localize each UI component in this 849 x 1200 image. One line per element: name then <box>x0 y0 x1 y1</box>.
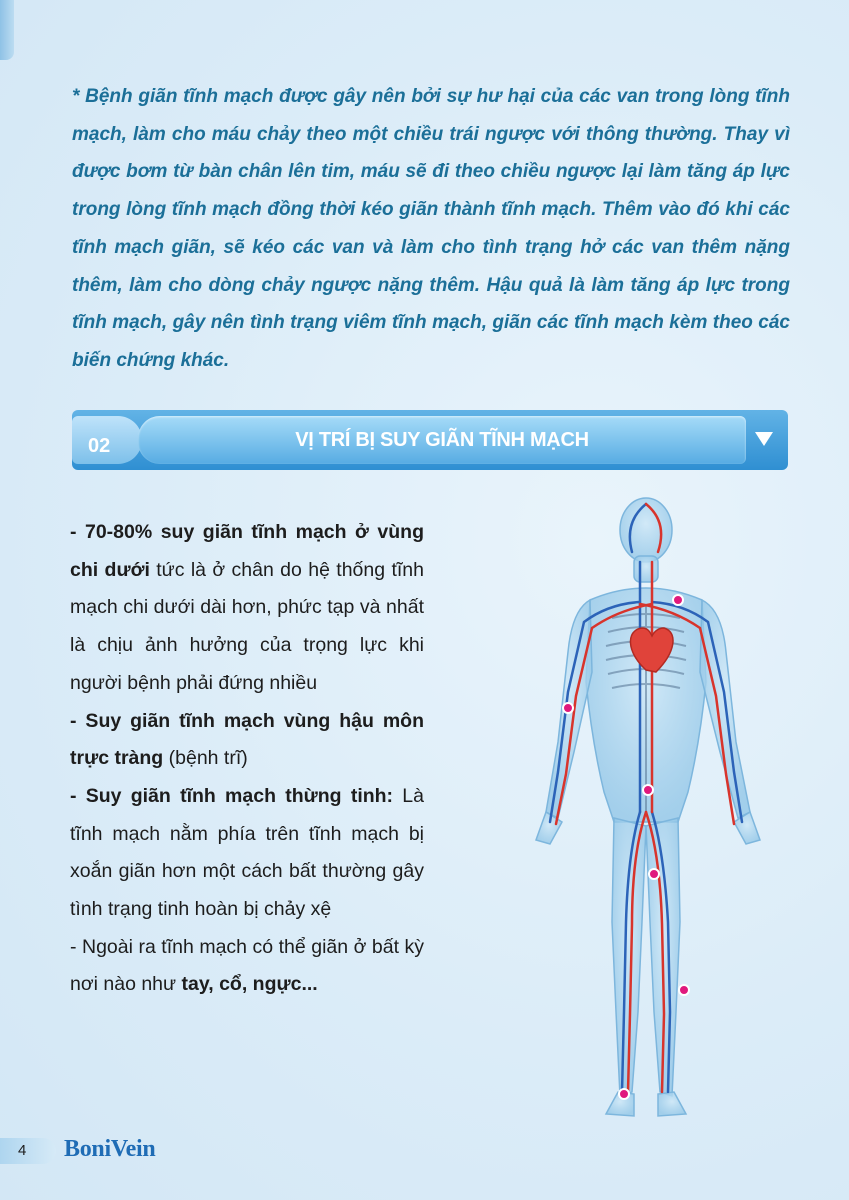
list-item <box>70 929 424 1004</box>
list-item-text: tức là ở chân do hệ thống tĩnh mạch chi dưới dài hơn, phức tạp và nhất là chịu ảnh hưởng của trọng lực khi người bệnh phải đứng nhiều <box>70 558 424 694</box>
list-item-bold: - Suy giãn tĩnh mạch thừng tinh: <box>70 784 394 807</box>
triangle-down-icon <box>754 431 774 447</box>
section-number: 02 <box>88 435 111 457</box>
list-item <box>70 778 424 929</box>
footer-page-tab <box>0 1138 56 1164</box>
list-item-bold: - Suy giãn tĩnh mạch vùng hậu môn trực tràng <box>70 709 424 770</box>
corner-tab <box>0 0 14 60</box>
page-number: 4 <box>18 1142 27 1159</box>
section-title: VỊ TRÍ BỊ SUY GIÃN TĨNH MẠCH <box>295 429 589 451</box>
brand-logo: BoniVein <box>64 1136 156 1162</box>
list-item-text: Là tĩnh mạch nằm phía trên tĩnh mạch bị xoắn giãn hơn một cách bất thường gây tình trạng tinh hoàn bị chảy xệ <box>70 784 424 921</box>
list-item-text: - Ngoài ra tĩnh mạch có thể giãn ở bất kỳ nơi nào như <box>70 935 424 996</box>
list-item <box>70 514 424 703</box>
location-list <box>70 514 424 1004</box>
section-number-pill <box>72 416 142 464</box>
human-circulatory-system-illustration <box>528 492 768 1132</box>
list-item <box>70 703 424 778</box>
section-header <box>72 410 788 470</box>
list-item-text: (bệnh trĩ) <box>163 747 248 770</box>
intro-paragraph: * Bệnh giãn tĩnh mạch được gây nên bởi sự hư hại của các van trong lòng tĩnh mạch, làm cho máu chảy theo một chiều trái ngược với thông thường. Thay vì được bơm từ bàn chân lên tim, máu sẽ đi theo chiều ngược lại làm tăng áp lực trong lòng tĩnh mạch đồng thời kéo giãn thành tĩnh mạch. Thêm vào đó khi các tĩnh mạch giãn, sẽ kéo các van và làm cho tình trạng hở các van thêm nặng thêm, làm cho dòng chảy ngược nặng thêm. Hậu quả là làm tăng áp lực trong tĩnh mạch, gây nên tình trạng viêm tĩnh mạch, giãn các tĩnh mạch kèm theo các biến chứng khác. <box>72 86 790 371</box>
list-item-bold: tay, cổ, ngực... <box>181 973 318 996</box>
list-item-bold: - 70-80% suy giãn tĩnh mạch ở vùng chi dưới <box>70 521 424 581</box>
section-title-pill <box>138 416 746 464</box>
